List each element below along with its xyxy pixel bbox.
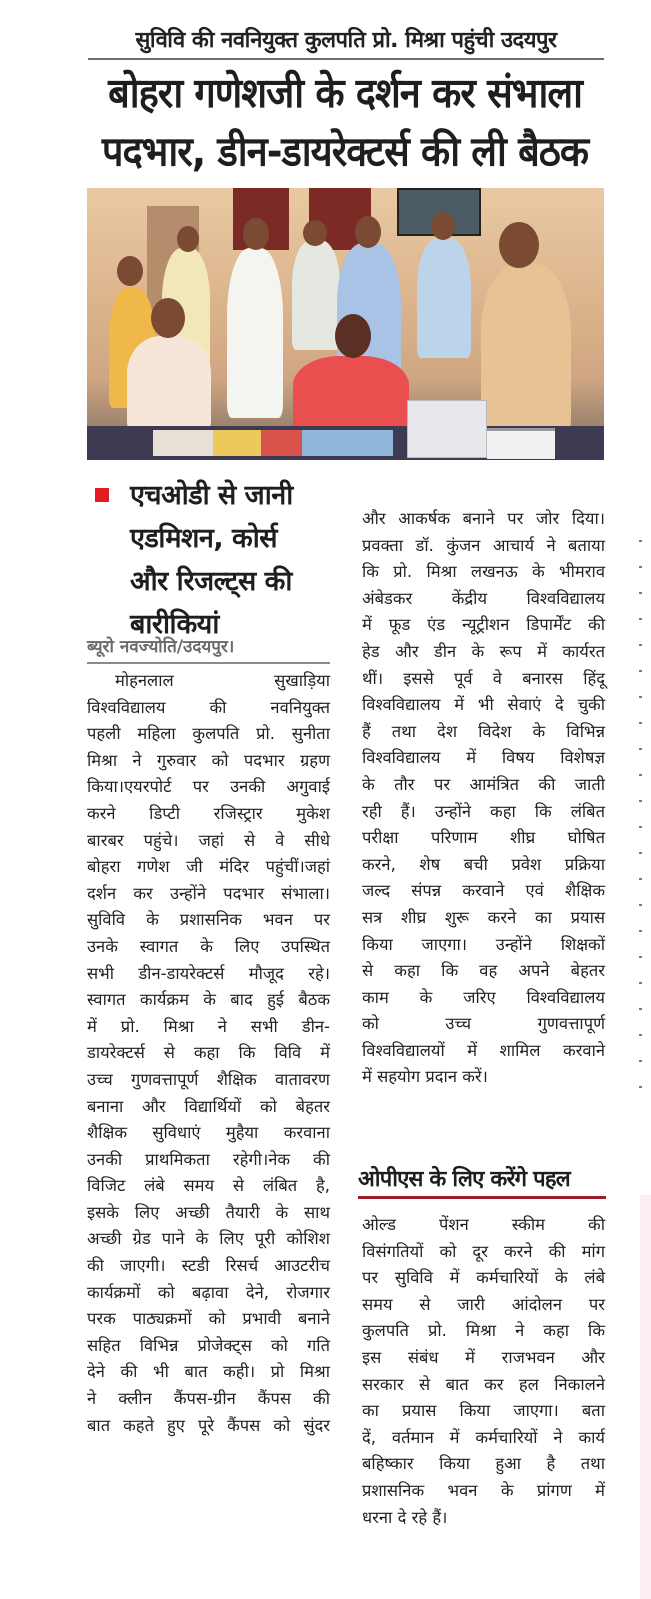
body-line: सत्र शीघ्र शुरू करने का प्रयास (362, 907, 605, 927)
person-head (431, 212, 455, 240)
body-line: बनाना और विद्यार्थियों को बेहतर (87, 1096, 330, 1116)
red-bullet-icon (95, 488, 109, 502)
body-line: धरना दे रहे हैं। (362, 1507, 448, 1527)
body-line: दर्शन कर उन्होंने पदभार संभाला। (87, 883, 330, 903)
body-line: पहली महिला कुलपति प्रो. सुनीता (87, 724, 330, 744)
body-line: विश्वविद्यालयों में शामिल करवाने (362, 1040, 605, 1060)
body-line: करने, शेष बची प्रवेश प्रक्रिया (362, 854, 605, 874)
body-line: जल्द संपन्न करवाने एवं शैक्षिक (362, 881, 605, 901)
person-head (355, 216, 381, 248)
subhead-line: एडमिशन, कोर्स (130, 523, 277, 554)
adjacent-column-edge (639, 540, 643, 1140)
desk-calendar (487, 428, 555, 459)
headline-line: पदभार, डीन-डायरेक्टर्स की ली बैठक (101, 127, 589, 176)
body-line: विश्वविद्यालय में विषय विशेषज्ञ (362, 748, 605, 768)
person (227, 248, 283, 418)
body-line: हैं तथा देश विदेश के विभिन्न (362, 721, 605, 741)
person (417, 238, 471, 358)
news-photo (87, 188, 604, 460)
adjacent-column-band (640, 1195, 651, 1599)
body-line: उनके स्वागत के लिए उपस्थित (87, 936, 330, 956)
body-line: इसके लिए अच्छी तैयारी के साथ (87, 1202, 330, 1222)
body-line: अच्छी ग्रेड पाने के लिए पूरी कोशिश (87, 1229, 330, 1249)
body-line: का प्रयास किया जाएगा। बता (362, 1401, 605, 1421)
body-line: को उच्च गुणवत्तापूर्ण (362, 1014, 605, 1034)
body-line: रही हैं। उन्होंने कहा कि लंबित (362, 801, 605, 821)
body-line: कार्यक्रमों को बढ़ावा देने, रोजगार (87, 1282, 330, 1302)
body-line: में सहयोग प्रदान करें। (362, 1067, 488, 1087)
body-column-right (362, 506, 605, 1091)
body-line: बारबर पहुंचे। जहां से वे सीधे (87, 830, 330, 850)
body-line: विश्वविद्यालय में भी सेवाएं दे चुकी (362, 695, 605, 715)
body-line: सहित विभिन्न प्रोजेक्ट्स को गति (87, 1335, 330, 1355)
body-line: डायरेक्टर्स से कहा कि विवि में (87, 1043, 330, 1063)
body-line: मोहनलाल सुखाड़िया (115, 671, 330, 690)
kicker-headline: सुविवि की नवनियुक्त कुलपति प्रो. मिश्रा पहुंची उदयपुर (88, 24, 604, 60)
body-line: बोहरा गणेश जी मंदिर पहुंचीं।जहां (87, 857, 330, 877)
dateline: ब्यूरो नवज्योति/उदयपुर। (87, 634, 330, 664)
body-line: प्रवक्ता डॉ. कुंजन आचार्य ने बताया (362, 535, 605, 555)
body-line: किया जाएगा। उन्होंने शिक्षकों (362, 934, 605, 954)
desk-items (153, 430, 393, 456)
section-subheading: ओपीएस के लिए करेंगे पहल (358, 1164, 606, 1199)
body-line: करने डिप्टी रजिस्ट्रार मुकेश (87, 803, 330, 823)
body-line: सरकार से बात कर हल निकालने (362, 1374, 605, 1394)
person-head (499, 222, 539, 268)
person-vice-chancellor (293, 356, 409, 430)
body-line: पर सुविवि में कर्मचारियों के लंबे (362, 1268, 605, 1288)
body-line: बहिष्कार किया हुआ है तथा (362, 1454, 605, 1474)
body-column-left (87, 668, 330, 1439)
body-line: हेड और डीन के रूप में कार्यरत (362, 641, 605, 661)
body-line: विश्वविद्यालय की नवनियुक्त (87, 697, 330, 717)
body-line: सुविवि के प्रशासनिक भवन पर (87, 910, 330, 930)
subheadline (130, 474, 330, 646)
subhead-line: एचओडी से जानी (130, 480, 293, 511)
body-line: शैक्षिक सुविधाएं मुहैया करवाना (87, 1123, 330, 1143)
person-head (335, 314, 371, 358)
person-head (151, 298, 185, 338)
body-line: में प्रो. मिश्रा ने सभी डीन- (87, 1016, 330, 1036)
body-line: परक पाठ्यक्रमों को प्रभावी बनाने (87, 1309, 330, 1329)
body-line: काम के जरिए विश्वविद्यालय (362, 987, 605, 1007)
person-seated-left (127, 336, 211, 430)
body-column-right-section2 (362, 1212, 605, 1531)
desk-placard (407, 400, 487, 458)
body-line: परीक्षा परिणाम शीघ्र घोषित (362, 828, 605, 848)
body-line: से कहा कि वह अपने बेहतर (362, 961, 605, 981)
body-line: मिश्रा ने गुरुवार को पदभार ग्रहण (87, 750, 330, 770)
body-line: दें, वर्तमान में कर्मचारियों ने कार्य (362, 1427, 605, 1447)
person (292, 240, 340, 350)
body-line: में फूड एंड न्यूट्रीशन डिपार्मेंट की (362, 615, 605, 635)
person-head (243, 218, 269, 250)
subhead-line: बारीकियां (130, 609, 219, 640)
body-line: समय से जारी आंदोलन पर (362, 1294, 605, 1314)
body-line: ने क्लीन कैंपस-ग्रीन कैंपस की (87, 1389, 330, 1409)
body-line: स्वागत कार्यक्रम के बाद हुई बैठक (87, 990, 330, 1010)
body-line: उनकी प्राथमिकता रहेगी।नेक की (87, 1149, 330, 1169)
body-line: ओल्ड पेंशन स्कीम की (362, 1215, 605, 1234)
body-line: कुलपति प्रो. मिश्रा ने कहा कि (362, 1321, 605, 1341)
subhead-line: और रिजल्ट्स की (130, 566, 292, 597)
body-line: विजिट लंबे समय से लंबित है, (87, 1176, 330, 1196)
body-line: किया।एयरपोर्ट पर उनकी अगुवाई (87, 777, 330, 797)
body-line: सभी डीन-डायरेक्टर्स मौजूद रहे। (87, 963, 330, 983)
body-line: विसंगतियों को दूर करने की मांग (362, 1241, 605, 1261)
main-headline (80, 64, 610, 181)
body-line: अंबेडकर केंद्रीय विश्वविद्यालय (362, 588, 605, 608)
body-line: उच्च गुणवत्तापूर्ण शैक्षिक वातावरण (87, 1069, 330, 1089)
body-line: के तौर पर आमंत्रित की जाती (362, 774, 605, 794)
headline-line: बोहरा गणेशजी के दर्शन कर संभाला (108, 69, 582, 117)
body-line: थीं। इससे पूर्व वे बनारस हिंदू (362, 668, 605, 688)
body-line: की जाएगी। स्टडी रिसर्च आउटरीच (87, 1256, 330, 1276)
person-head (117, 256, 143, 286)
body-line: बात कहते हुए पूरे कैंपस को सुंदर (87, 1415, 330, 1435)
body-line: इस संबंध में राजभवन और (362, 1347, 605, 1367)
body-line: और आकर्षक बनाने पर जोर दिया। (362, 509, 605, 528)
person-head (303, 220, 327, 246)
body-line: देने की भी बात कही। प्रो मिश्रा (87, 1362, 330, 1382)
body-line: कि प्रो. मिश्रा लखनऊ के भीमराव (362, 562, 605, 582)
body-line: प्रशासनिक भवन के प्रांगण में (362, 1480, 605, 1500)
person-head (177, 226, 199, 252)
person-standing-right (481, 264, 571, 434)
